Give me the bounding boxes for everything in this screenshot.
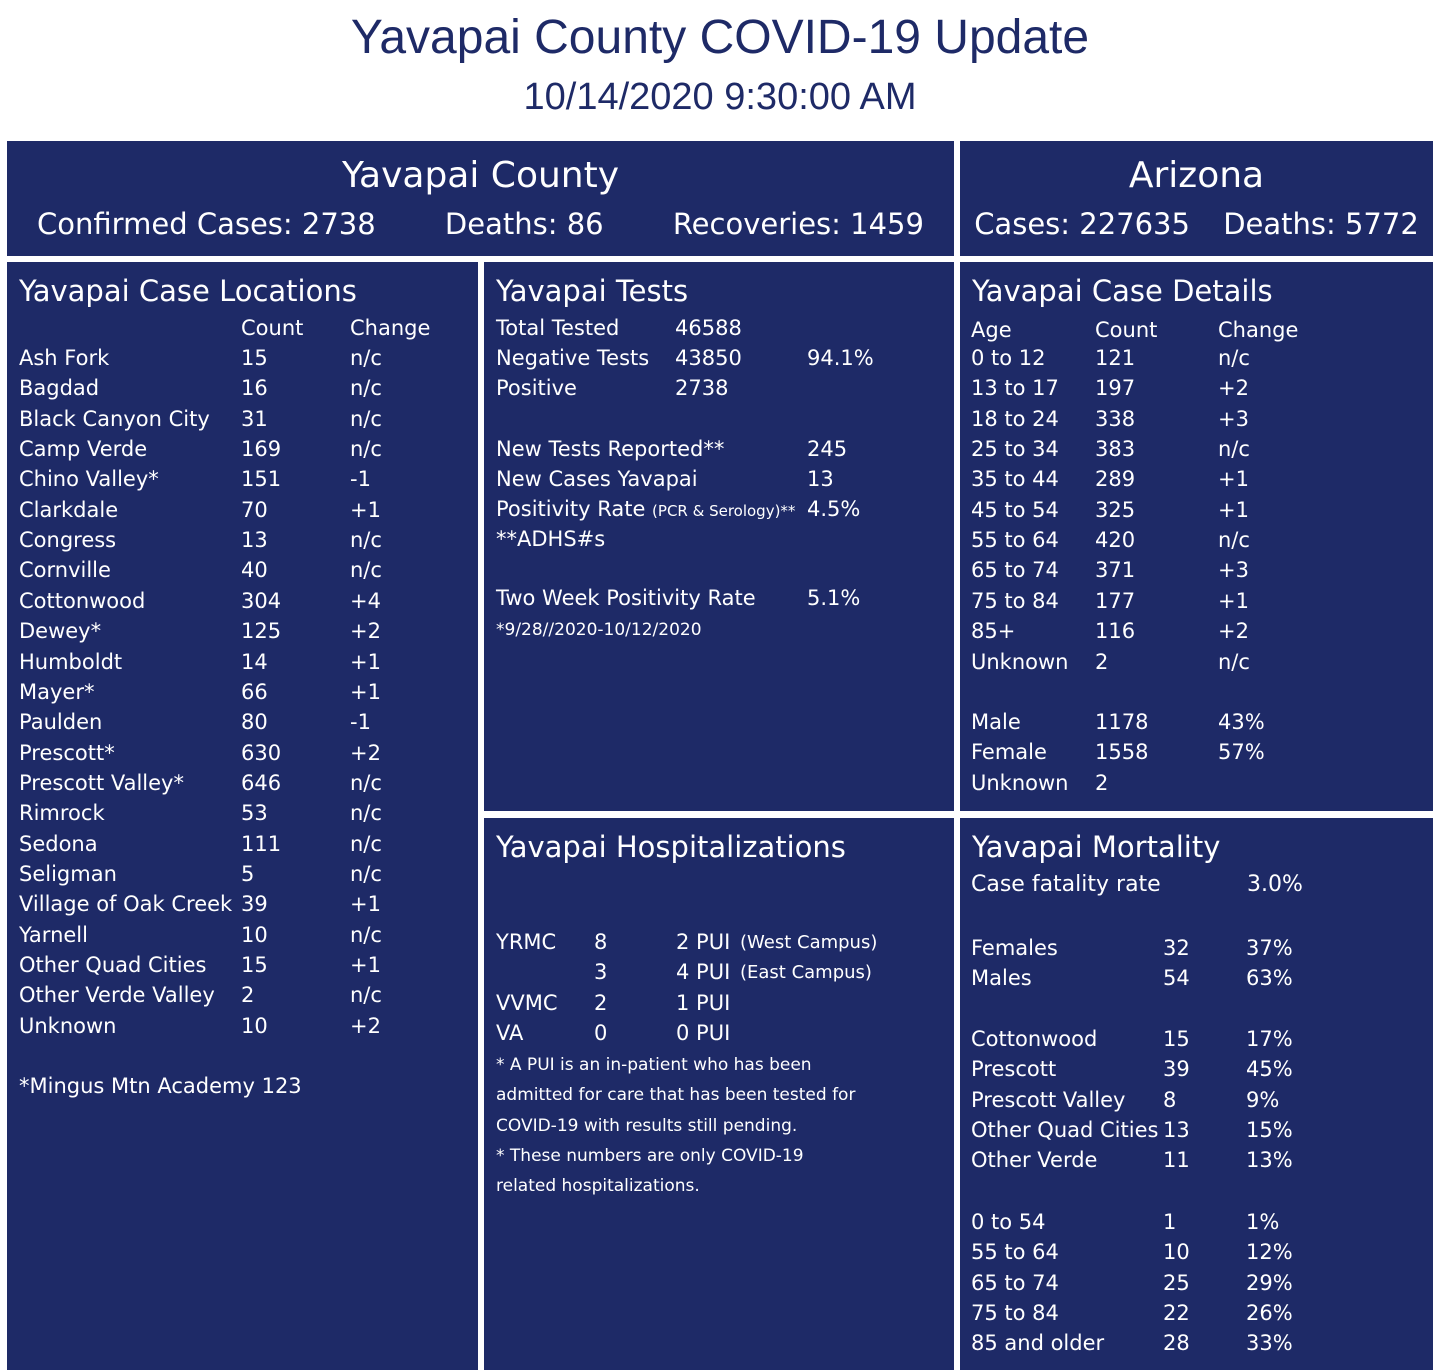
mortality-label: 65 to 74 xyxy=(971,1270,1059,1295)
location-name: Ash Fork xyxy=(19,346,110,370)
mortality-pct: 29% xyxy=(1246,1270,1293,1295)
age-count: 197 xyxy=(1095,376,1136,401)
age-change: +1 xyxy=(1218,467,1249,492)
locations-header-change: Change xyxy=(350,316,431,340)
locations-footnote: *Mingus Mtn Academy 123 xyxy=(19,1074,302,1098)
mortality-label: 75 to 84 xyxy=(971,1301,1059,1326)
location-count: 111 xyxy=(241,831,282,856)
location-change: n/c xyxy=(350,406,382,431)
location-name: Bagdad xyxy=(19,376,100,401)
negative-tests-pct: 94.1% xyxy=(807,346,874,370)
age-group: 85+ xyxy=(971,619,1016,644)
details-header-change: Change xyxy=(1218,318,1299,342)
two-week-value: 5.1% xyxy=(807,586,861,610)
mortality-count: 22 xyxy=(1163,1301,1190,1326)
location-name: Mayer* xyxy=(19,679,95,704)
arizona-summary-panel xyxy=(960,141,1433,256)
tests-panel xyxy=(484,262,954,811)
location-count: 5 xyxy=(241,861,255,886)
hospital-pui: 2 PUI xyxy=(676,930,731,954)
mortality-pct: 17% xyxy=(1246,1027,1293,1051)
hospital-pui: 4 PUI xyxy=(676,960,731,985)
location-count: 66 xyxy=(241,679,268,704)
location-change: +1 xyxy=(350,892,381,917)
location-count: 125 xyxy=(241,619,282,644)
hospital-note: admitted for care that has been tested for xyxy=(496,1085,856,1106)
location-change: n/c xyxy=(350,528,382,553)
location-change: +1 xyxy=(350,497,381,522)
positivity-rate-text: Positivity Rate xyxy=(496,497,646,521)
age-group: 25 to 34 xyxy=(971,437,1059,462)
negative-tests-value: 43850 xyxy=(675,346,742,370)
age-group: 35 to 44 xyxy=(971,467,1059,492)
county-stats xyxy=(7,207,954,241)
location-count: 53 xyxy=(241,801,268,826)
cfr-label: Case fatality rate xyxy=(971,872,1161,897)
gender-label: Male xyxy=(971,710,1021,734)
mortality-count: 1 xyxy=(1163,1210,1177,1234)
mortality-pct: 1% xyxy=(1246,1210,1280,1234)
gender-pct: 57% xyxy=(1218,740,1265,765)
case-details-panel xyxy=(960,262,1433,811)
hospital-name: YRMC xyxy=(496,930,557,954)
case-locations-title: Yavapai Case Locations xyxy=(19,274,357,308)
location-change: n/c xyxy=(350,983,382,1008)
age-change: +3 xyxy=(1218,406,1249,431)
mortality-pct: 15% xyxy=(1246,1118,1293,1143)
new-cases-value: 13 xyxy=(807,467,834,491)
negative-tests-label: Negative Tests xyxy=(496,346,650,370)
mortality-count: 28 xyxy=(1163,1331,1190,1356)
location-change: n/c xyxy=(350,346,382,370)
positive-label: Positive xyxy=(496,376,577,400)
location-name: Black Canyon City xyxy=(19,406,210,431)
two-week-label: Two Week Positivity Rate xyxy=(496,586,756,610)
location-name: Cornville xyxy=(19,558,111,583)
case-details-title: Yavapai Case Details xyxy=(972,274,1273,308)
age-count: 289 xyxy=(1095,467,1136,492)
location-count: 13 xyxy=(241,528,268,553)
location-count: 31 xyxy=(241,406,268,431)
location-name: Camp Verde xyxy=(19,437,148,462)
hospital-count: 3 xyxy=(594,960,608,985)
location-count: 151 xyxy=(241,467,282,492)
gender-count: 2 xyxy=(1095,770,1109,795)
mortality-count: 8 xyxy=(1163,1087,1177,1112)
gender-count: 1178 xyxy=(1095,710,1149,734)
arizona-deaths: Deaths: 5772 xyxy=(1223,207,1419,241)
case-locations-panel xyxy=(7,262,478,1370)
location-count: 630 xyxy=(241,740,282,765)
hospital-note: * A PUI is an in-patient who has been xyxy=(496,1055,812,1075)
age-group: 65 to 74 xyxy=(971,558,1059,583)
hospital-note: related hospitalizations. xyxy=(496,1176,700,1197)
gender-count: 1558 xyxy=(1095,740,1149,765)
age-count: 383 xyxy=(1095,437,1136,462)
location-count: 2 xyxy=(241,983,255,1008)
location-change: +1 xyxy=(350,679,381,704)
county-summary-panel xyxy=(7,141,954,256)
location-name: Sedona xyxy=(19,831,98,856)
location-count: 16 xyxy=(241,376,268,401)
county-deaths: Deaths: 86 xyxy=(444,207,604,241)
location-name: Paulden xyxy=(19,710,103,735)
age-change: +1 xyxy=(1218,588,1249,613)
hospital-name: VVMC xyxy=(496,990,558,1015)
location-change: +2 xyxy=(350,740,381,765)
mortality-count: 25 xyxy=(1163,1270,1190,1295)
mortality-label: Other Quad Cities xyxy=(971,1118,1159,1143)
age-count: 371 xyxy=(1095,558,1136,583)
location-name: Prescott Valley* xyxy=(19,770,184,795)
location-name: Rimrock xyxy=(19,801,105,826)
mortality-title: Yavapai Mortality xyxy=(972,830,1221,864)
location-name: Congress xyxy=(19,528,117,553)
mortality-count: 10 xyxy=(1163,1240,1190,1265)
mortality-label: Cottonwood xyxy=(971,1027,1098,1051)
hospital-campus: (West Campus) xyxy=(740,932,878,953)
mortality-count: 32 xyxy=(1163,936,1190,960)
mortality-label: 0 to 54 xyxy=(971,1210,1046,1234)
age-change: n/c xyxy=(1218,649,1250,674)
mortality-pct: 33% xyxy=(1246,1331,1293,1356)
age-count: 420 xyxy=(1095,528,1136,553)
location-change: n/c xyxy=(350,831,382,856)
total-tested-label: Total Tested xyxy=(496,316,620,340)
location-count: 40 xyxy=(241,558,268,583)
mortality-count: 39 xyxy=(1163,1057,1190,1082)
age-group: 13 to 17 xyxy=(971,376,1059,401)
location-name: Clarkdale xyxy=(19,497,119,522)
county-recoveries: Recoveries: 1459 xyxy=(672,207,924,241)
hospital-note: * These numbers are only COVID-19 xyxy=(496,1146,804,1167)
location-name: Chino Valley* xyxy=(19,467,159,492)
age-group: 55 to 64 xyxy=(971,528,1059,553)
mortality-label: 55 to 64 xyxy=(971,1240,1059,1265)
hospitalizations-title: Yavapai Hospitalizations xyxy=(496,830,846,864)
arizona-stats xyxy=(960,207,1433,241)
mortality-pct: 9% xyxy=(1246,1087,1280,1112)
positivity-rate-label xyxy=(496,494,795,526)
locations-header-count: Count xyxy=(241,316,304,340)
location-count: 10 xyxy=(241,922,268,947)
age-change: +2 xyxy=(1218,619,1249,644)
location-count: 304 xyxy=(241,588,282,613)
gender-label: Female xyxy=(971,740,1047,765)
arizona-cases: Cases: 227635 xyxy=(974,207,1190,241)
location-count: 14 xyxy=(241,649,268,674)
hospital-count: 2 xyxy=(594,990,608,1015)
age-change: +3 xyxy=(1218,558,1249,583)
age-count: 177 xyxy=(1095,588,1136,613)
hospital-pui: 0 PUI xyxy=(676,1021,731,1046)
mortality-pct: 12% xyxy=(1246,1240,1293,1265)
location-change: n/c xyxy=(350,437,382,462)
mortality-label: Males xyxy=(971,966,1032,991)
location-name: Prescott* xyxy=(19,740,115,765)
location-change: +2 xyxy=(350,619,381,644)
mortality-panel xyxy=(960,818,1433,1370)
details-header-age: Age xyxy=(971,318,1012,342)
mortality-count: 13 xyxy=(1163,1118,1190,1143)
mortality-label: Prescott xyxy=(971,1057,1057,1082)
age-count: 116 xyxy=(1095,619,1136,644)
location-count: 10 xyxy=(241,1013,268,1038)
total-tested-value: 46588 xyxy=(675,316,742,340)
mortality-label: Females xyxy=(971,936,1058,960)
positive-value: 2738 xyxy=(675,376,729,400)
location-count: 169 xyxy=(241,437,282,462)
age-change: +2 xyxy=(1218,376,1249,401)
age-group: 45 to 54 xyxy=(971,497,1059,522)
location-change: n/c xyxy=(350,376,382,401)
location-change: -1 xyxy=(350,467,371,492)
mortality-label: Other Verde xyxy=(971,1148,1098,1173)
hospital-note: COVID-19 with results still pending. xyxy=(496,1115,798,1136)
positivity-rate-note: (PCR & Serology)** xyxy=(652,502,796,520)
location-count: 70 xyxy=(241,497,268,522)
location-change: n/c xyxy=(350,861,382,886)
mortality-label: 85 and older xyxy=(971,1331,1105,1356)
age-count: 2 xyxy=(1095,649,1109,674)
age-change: +1 xyxy=(1218,497,1249,522)
report-datetime: 10/14/2020 9:30:00 AM xyxy=(523,76,917,118)
age-group: 18 to 24 xyxy=(971,406,1059,431)
age-count: 338 xyxy=(1095,406,1136,431)
location-name: Humboldt xyxy=(19,649,123,674)
age-group: 0 to 12 xyxy=(971,346,1046,370)
location-name: Seligman xyxy=(19,861,117,886)
age-change: n/c xyxy=(1218,528,1250,553)
location-change: +1 xyxy=(350,649,381,674)
new-cases-label: New Cases Yavapai xyxy=(496,467,698,491)
location-change: n/c xyxy=(350,801,382,826)
mortality-count: 54 xyxy=(1163,966,1190,991)
hospital-count: 8 xyxy=(594,930,608,954)
age-change: n/c xyxy=(1218,346,1250,370)
age-count: 325 xyxy=(1095,497,1136,522)
gender-pct: 43% xyxy=(1218,710,1265,734)
positivity-rate-value: 4.5% xyxy=(807,497,861,521)
tests-title: Yavapai Tests xyxy=(496,274,689,308)
hospital-name: VA xyxy=(496,1021,524,1046)
location-name: Unknown xyxy=(19,1013,117,1038)
age-group: Unknown xyxy=(971,649,1069,674)
county-confirmed: Confirmed Cases: 2738 xyxy=(37,207,376,241)
report-title: Yavapai County COVID-19 Update xyxy=(350,11,1090,64)
location-name: Yarnell xyxy=(19,922,88,947)
age-group: 75 to 84 xyxy=(971,588,1059,613)
adhs-note: **ADHS#s xyxy=(496,527,606,551)
location-change: +4 xyxy=(350,588,381,613)
two-week-note: *9/28//2020-10/12/2020 xyxy=(496,620,702,640)
location-count: 80 xyxy=(241,710,268,735)
mortality-label: Prescott Valley xyxy=(971,1087,1126,1112)
mortality-pct: 37% xyxy=(1246,936,1293,960)
location-change: -1 xyxy=(350,710,371,735)
location-count: 646 xyxy=(241,770,282,795)
cfr-value: 3.0% xyxy=(1247,872,1303,897)
hospitalizations-panel xyxy=(484,818,954,1370)
mortality-pct: 63% xyxy=(1246,966,1293,991)
location-name: Other Quad Cities xyxy=(19,953,207,977)
mortality-count: 11 xyxy=(1163,1148,1190,1173)
location-name: Dewey* xyxy=(19,619,102,644)
location-name: Village of Oak Creek xyxy=(19,892,233,917)
location-change: +2 xyxy=(350,1013,381,1038)
location-count: 15 xyxy=(241,953,268,977)
age-count: 121 xyxy=(1095,346,1136,370)
location-change: n/c xyxy=(350,922,382,947)
county-name: Yavapai County xyxy=(341,155,620,196)
new-tests-label: New Tests Reported** xyxy=(496,437,725,461)
hospital-pui: 1 PUI xyxy=(676,990,731,1015)
mortality-count: 15 xyxy=(1163,1027,1190,1051)
mortality-pct: 45% xyxy=(1246,1057,1293,1082)
location-change: n/c xyxy=(350,558,382,583)
mortality-pct: 26% xyxy=(1246,1301,1293,1326)
age-change: n/c xyxy=(1218,437,1250,462)
mortality-pct: 13% xyxy=(1246,1148,1293,1173)
location-name: Cottonwood xyxy=(19,588,146,613)
location-name: Other Verde Valley xyxy=(19,983,215,1008)
location-change: +1 xyxy=(350,953,381,977)
details-header-count: Count xyxy=(1095,318,1158,342)
location-count: 15 xyxy=(241,346,268,370)
location-count: 39 xyxy=(241,892,268,917)
hospital-campus: (East Campus) xyxy=(740,962,872,984)
location-change: n/c xyxy=(350,770,382,795)
hospital-count: 0 xyxy=(594,1021,608,1046)
gender-label: Unknown xyxy=(971,770,1069,795)
arizona-name: Arizona xyxy=(1128,155,1265,196)
new-tests-value: 245 xyxy=(807,437,848,461)
